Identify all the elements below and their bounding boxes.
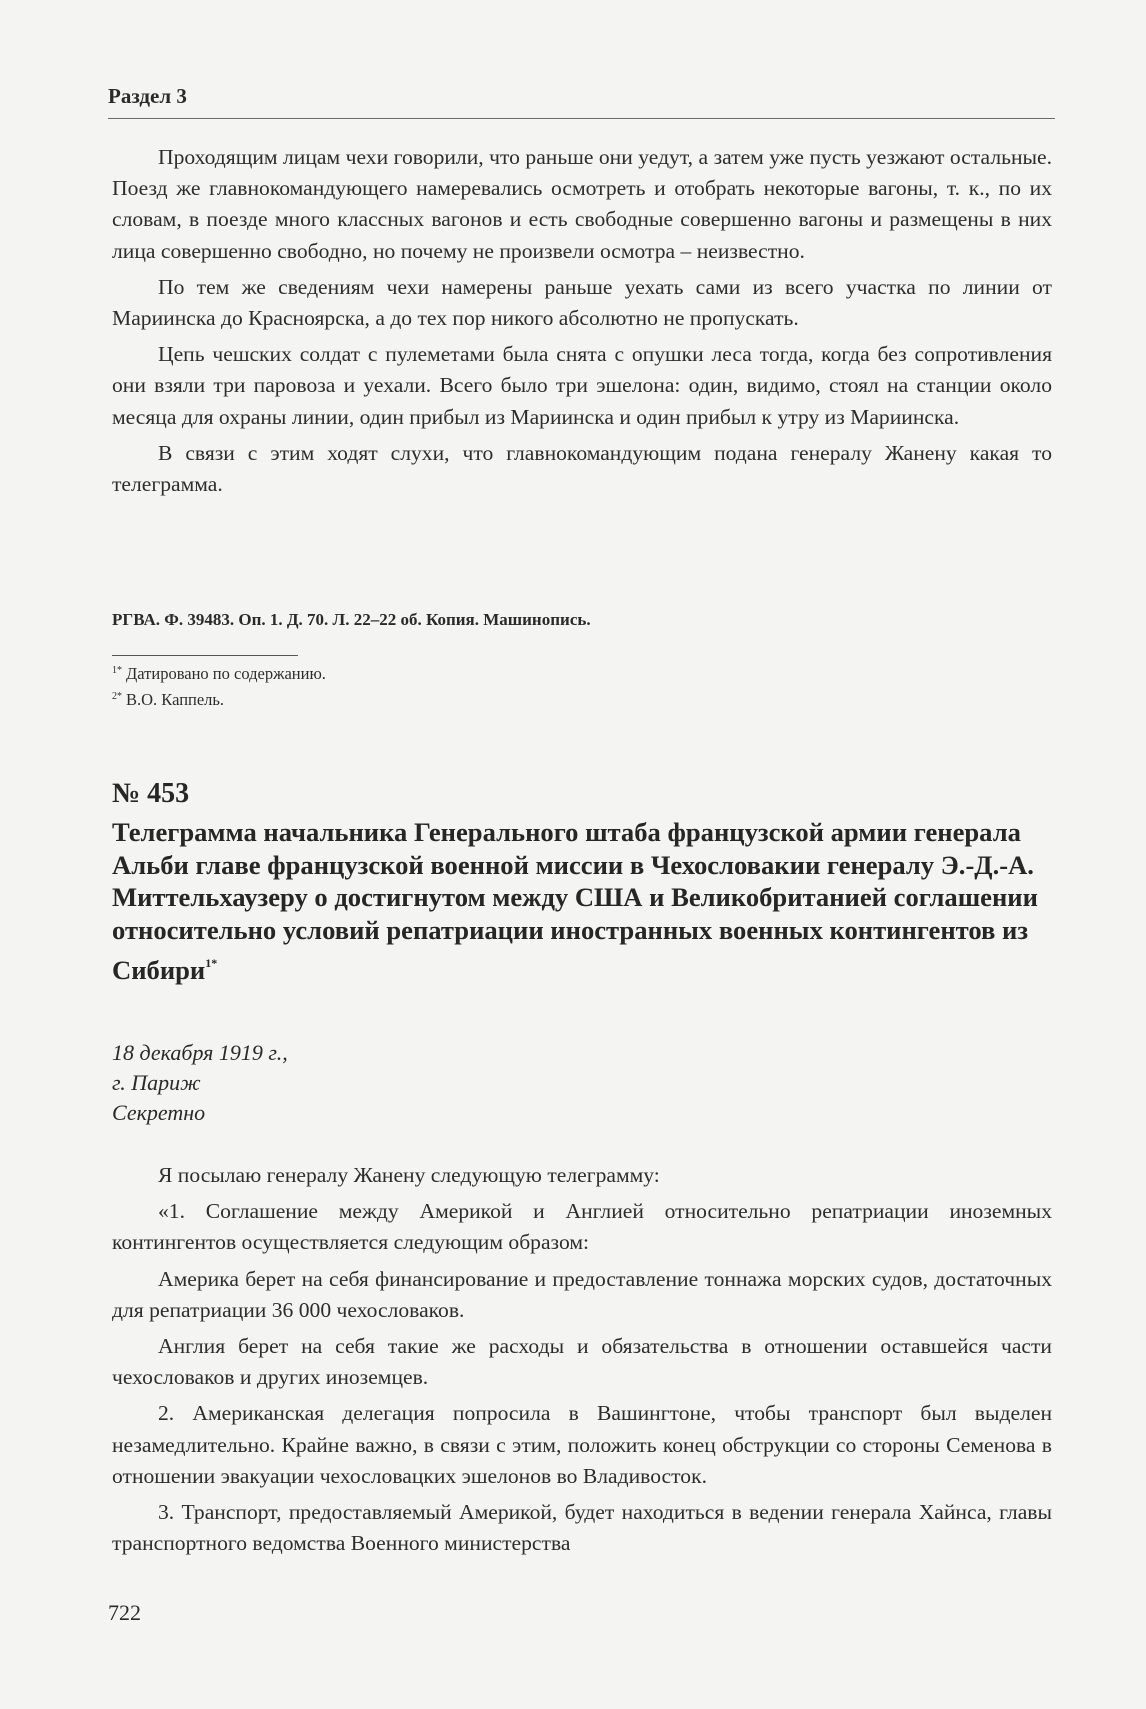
document-date: 18 декабря 1919 г., [112,1040,288,1065]
document-title [112,816,1062,987]
paragraph: Цепь чешских солдат с пулеметами была снята с опушки леса тогда, когда без сопротивления они взяли три паровоза и уехали. Всего было три эшелона: один, видимо, стоял на станции около месяца для охраны линии, один прибыл из Мариинска и один прибыл к утру из Мариинска. [112,342,1052,429]
header-rule [108,118,1055,119]
paragraph: 2. Американская делегация попросила в Вашингтоне, чтобы транспорт был выделен незамедлительно. Крайне важно, в связи с этим, положить конец обструкции со стороны Семенова в отношении эвакуации чехословацких эшелонов во Владивосток. [112,1401,1052,1488]
continuation-text [112,142,1052,505]
footnote-mark: 1* [112,665,122,676]
footnote-text: В.О. Каппель. [126,690,225,709]
document-body [112,1160,1052,1564]
footnote-1 [112,664,326,684]
document-meta [112,1038,288,1128]
paragraph: Англия берет на себя такие же расходы и обязательства в отношении оставшейся части чехословаков и других иноземцев. [112,1334,1052,1390]
paragraph: Америка берет на себя финансирование и предоставление тоннажа морских судов, достаточных для репатриации 36 000 чехословаков. [112,1266,1052,1322]
paragraph: По тем же сведениям чехи намерены раньше уехать сами из всего участка по линии от Мариинска до Красноярска, а до тех пор никого абсолютно не пропускать. [112,274,1052,331]
footnote-mark: 2* [112,691,122,702]
paragraph: Я посылаю генералу Жанену следующую телеграмму: [158,1163,660,1187]
page-number: 722 [108,1600,141,1625]
footnote-mark: 1* [205,955,218,970]
running-head-section: Раздел 3 [108,84,187,108]
document-classification: Секретно [112,1100,206,1125]
archive-source: РГВА. Ф. 39483. Оп. 1. Д. 70. Л. 22–22 об. Копия. Машинопись. [112,610,591,629]
document-number: № 453 [112,778,190,809]
footnote-text: Датировано по содержанию. [126,664,326,683]
paragraph: 3. Транспорт, предоставляемый Америкой, будет находиться в ведении генерала Хайнса, главы транспортного ведомства Военного министерства [112,1500,1052,1556]
document-place: г. Париж [112,1070,201,1095]
document-title-text: Телеграмма начальника Генерального штаба французской армии генерала Альби главе французской военной миссии в Чехословакии генералу Э.-Д.-А. Миттельхаузеру о достигнутом между США и Великобританией соглашении относительно условий репатриации иностранных военных контингентов из Сибири [112,817,1038,985]
paragraph: «1. Соглашение между Америкой и Англией относительно репатриации иноземных контингентов осуществляется следующим образом: [112,1199,1052,1255]
footnote-rule [112,655,298,656]
paragraph: В связи с этим ходят слухи, что главнокомандующим подана генералу Жанену какая то телеграмма. [112,440,1052,497]
paragraph: Проходящим лицам чехи говорили, что раньше они уедут, а затем уже пусть уезжают остальные. Поезд же главнокомандующего намеревались осмотреть и отобрать некоторые вагоны, т. к., по их словам, в поезде много классных вагонов и есть свободные совершенно вагоны и размещены в них лица совершенно свободно, но почему не произвели осмотра – неизвестно. [112,145,1052,263]
footnote-2 [112,690,224,710]
